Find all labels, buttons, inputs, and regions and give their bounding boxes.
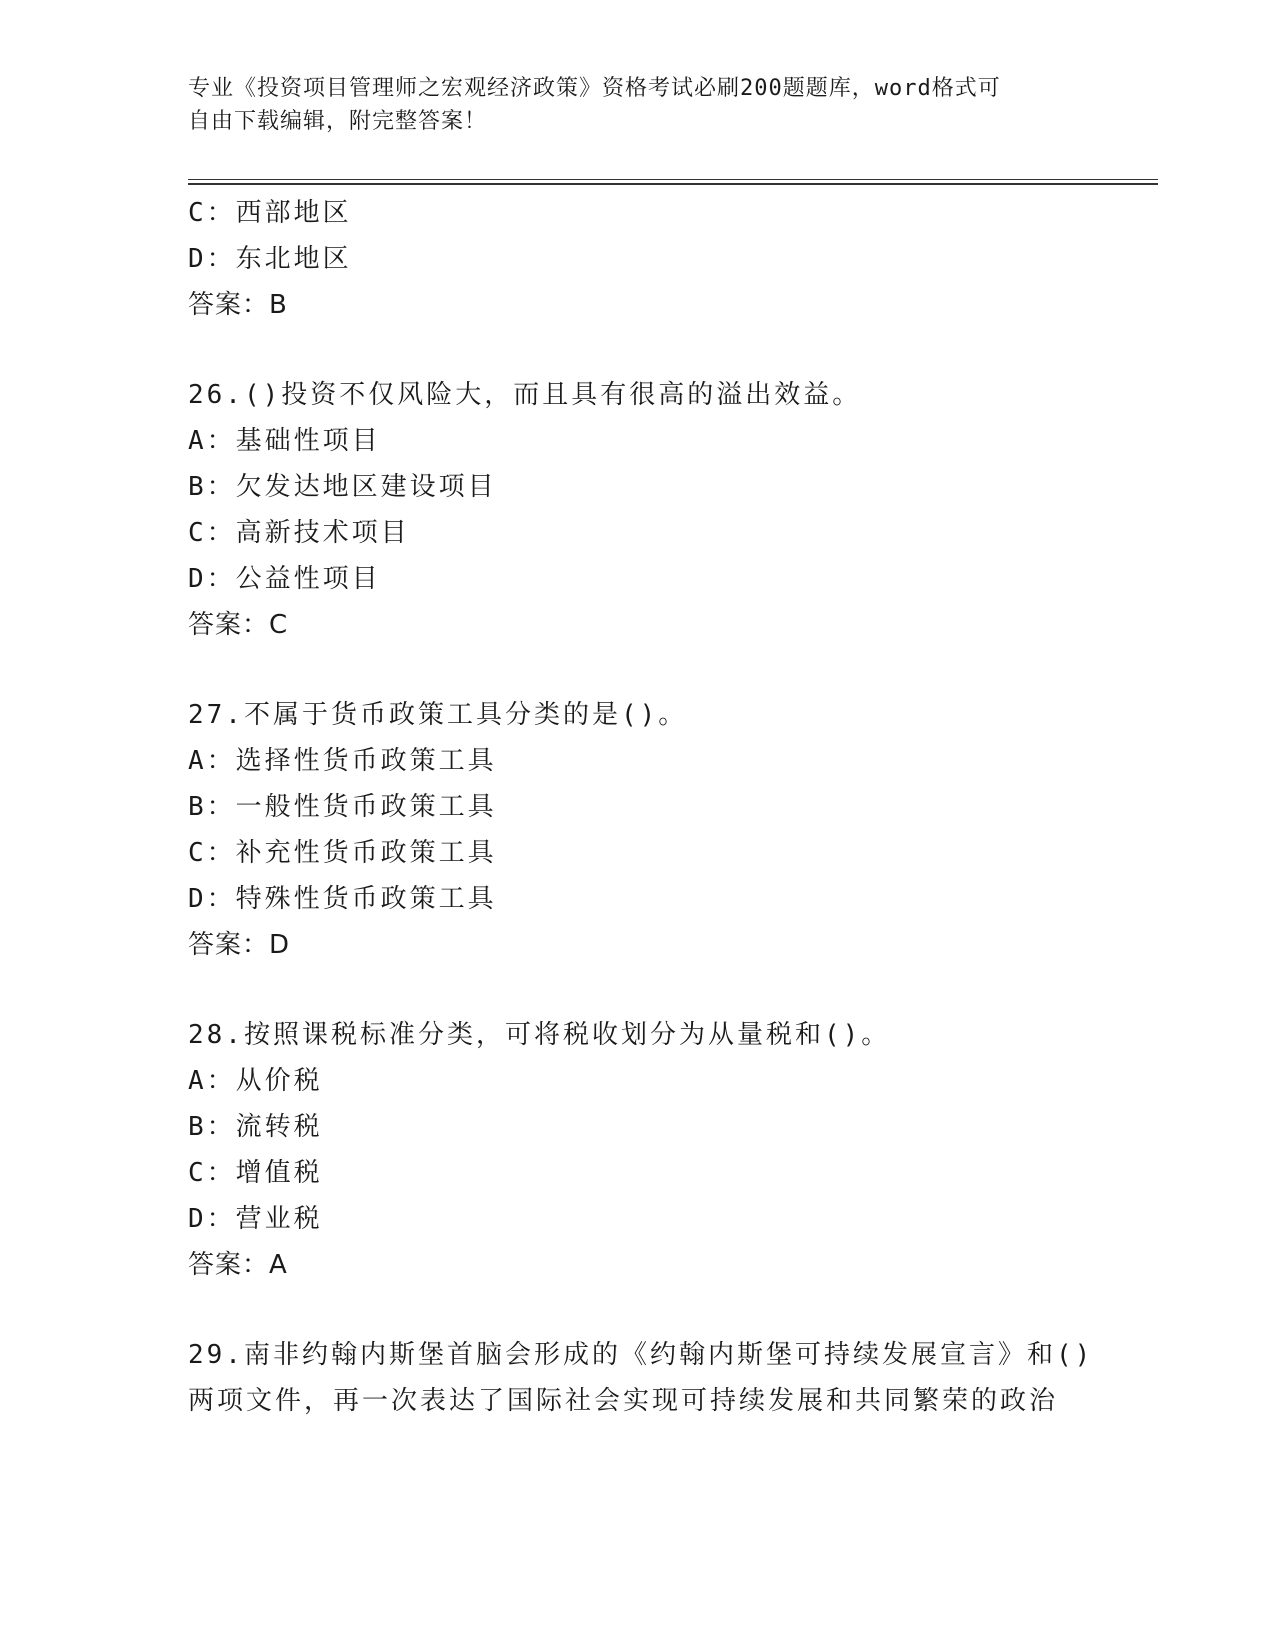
option-a: A：基础性项目 [188, 426, 381, 456]
option-b: B：流转税 [188, 1112, 323, 1142]
option-b: B：欠发达地区建设项目 [188, 472, 497, 502]
option-c: C：高新技术项目 [188, 518, 410, 548]
question-stem: 27.不属于货币政策工具分类的是()。 [188, 700, 688, 730]
question-stem: 28.按照课税标准分类，可将税收划分为从量税和()。 [188, 1020, 891, 1050]
answer: 答案：C [188, 610, 289, 640]
option-d: D：营业税 [188, 1204, 323, 1234]
header-rule-thin [188, 179, 1158, 180]
question-list [188, 190, 1094, 1424]
option-c: C：西部地区 [188, 198, 352, 228]
question-28 [188, 1012, 1088, 1288]
option-d: D：东北地区 [188, 244, 352, 274]
header-line-1: 专业《投资项目管理师之宏观经济政策》资格考试必刷200题题库，word格式可 [188, 76, 1001, 101]
document-header [188, 72, 1088, 138]
question-29 [188, 1332, 1094, 1424]
answer: 答案：D [188, 930, 291, 960]
option-c: C：补充性货币政策工具 [188, 838, 497, 868]
option-a: A：从价税 [188, 1066, 323, 1096]
option-d: D：公益性项目 [188, 564, 381, 594]
answer: 答案：A [188, 1250, 288, 1280]
header-rule-thick [188, 183, 1158, 185]
question-26 [188, 372, 1088, 648]
question-stem-line-2: 两项文件，再一次表达了国际社会实现可持续发展和共同繁荣的政治 [188, 1386, 1059, 1416]
option-a: A：选择性货币政策工具 [188, 746, 497, 776]
question-stem: 26.()投资不仅风险大，而且具有很高的溢出效益。 [188, 380, 862, 410]
question-27 [188, 692, 1088, 968]
option-d: D：特殊性货币政策工具 [188, 884, 497, 914]
answer: 答案：B [188, 290, 288, 320]
option-b: B：一般性货币政策工具 [188, 792, 497, 822]
option-c: C：增值税 [188, 1158, 323, 1188]
header-line-2: 自由下载编辑，附完整答案！ [188, 109, 488, 134]
question-stem-line-1: 29.南非约翰内斯堡首脑会形成的《约翰内斯堡可持续发展宣言》和() [188, 1340, 1094, 1370]
partial-question-25 [188, 190, 1088, 328]
